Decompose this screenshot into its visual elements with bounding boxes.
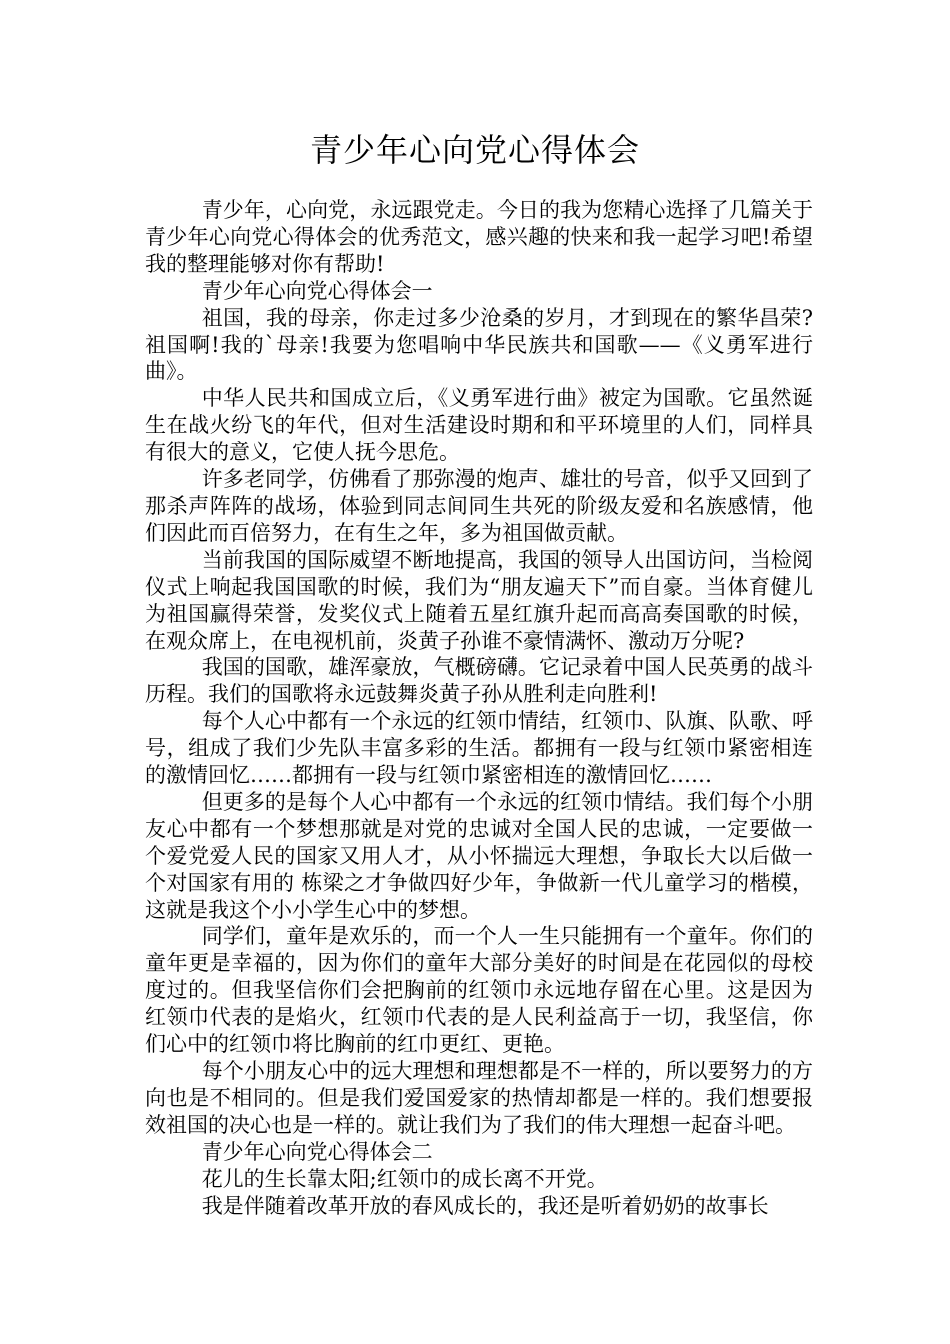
document-title: 青少年心向党心得体会: [309, 131, 640, 169]
body-paragraph: 每个人心中都有一个永远的红领巾情结，红领巾、队旗、队歌、呼号，组成了我们少先队丰富多彩的生活。都拥有一段与红领巾紧密相连的激情回忆……都拥有一段与红领巾紧密相连的激情回忆……: [145, 709, 813, 788]
body-paragraph: 但更多的是每个人心中都有一个永远的红领巾情结。我们每个小朋友心中都有一个梦想那就是对党的忠诚对全国人民的忠诚，一定要做一个爱党爱人民的国家又用人才，从小怀揣远大理想，争取长大以后做一个对国家有用的 栋梁之才争做四好少年，争做新一代儿童学习的楷模，这就是我这个小小学生心中的梦想。: [145, 789, 813, 922]
body-paragraph: 同学们，童年是欢乐的，而一个人一生只能拥有一个童年。你们的童年更是幸福的，因为你们的童年大部分美好的时间是在花园似的母校度过的。但我坚信你们会把胸前的红领巾永远地存留在心里。这是因为红领巾代表的是焰火，红领巾代表的是人民利益高于一切，我坚信，你们心中的红领巾将比胸前的红巾更红、更艳。: [145, 924, 813, 1057]
intro-paragraph: 青少年，心向党，永远跟党走。今日的我为您精心选择了几篇关于青少年心向党心得体会的优秀范文，感兴趣的快来和我一起学习吧!希望我的整理能够对你有帮助!: [145, 198, 813, 276]
body-paragraph: 我国的国歌，雄浑豪放，气概磅礴。它记录着中国人民英勇的战斗历程。我们的国歌将永远鼓舞炎黄子孙从胜利走向胜利!: [145, 655, 813, 707]
body-paragraph: 花儿的生长靠太阳;红领巾的成长离不开党。: [201, 1166, 608, 1191]
body-paragraph: 当前我国的国际威望不断地提高，我国的领导人出国访问，当检阅仪式上响起我国国歌的时候，我们为“朋友遍天下”而自豪。当体育健儿为祖国赢得荣誉，发奖仪式上随着五星红旗升起而高高奏国歌的时候，在观众席上，在电视机前，炎黄子孙谁不豪情满怀、激动万分呢?: [145, 547, 813, 653]
body-paragraph: 许多老同学，仿佛看了那弥漫的炮声、雄壮的号音，似乎又回到了那杀声阵阵的战场，体验到同志间同生共死的阶级友爱和名族感情，他们因此而百倍努力，在有生之年，多为祖国做贡献。: [145, 467, 813, 545]
section-heading-one: 青少年心向党心得体会一: [201, 278, 433, 303]
document-body: [145, 197, 813, 1219]
body-paragraph: 我是伴随着改革开放的春风成长的，我还是听着奶奶的故事长: [201, 1193, 769, 1218]
body-paragraph: 祖国，我的母亲，你走过多少沧桑的岁月，才到现在的繁华昌荣?祖国啊!我的`母亲!我要为您唱响中华民族共和国歌——《义勇军进行曲》。: [145, 305, 813, 384]
section-heading-two: 青少年心向党心得体会二: [201, 1139, 433, 1164]
body-paragraph: 每个小朋友心中的远大理想和理想都是不一样的，所以要努力的方向也是不相同的。但是我们爱国爱家的热情却都是一样的。我们想要报效祖国的决心也是一样的。就让我们为了我们的伟大理想一起奋斗吧。: [145, 1059, 813, 1137]
body-paragraph: 中华人民共和国成立后，《义勇军进行曲》被定为国歌。它虽然诞生在战火纷飞的年代，但对生活建设时期和和平环境里的人们，同样具有很大的意义，它使人抚今思危。: [145, 386, 813, 465]
